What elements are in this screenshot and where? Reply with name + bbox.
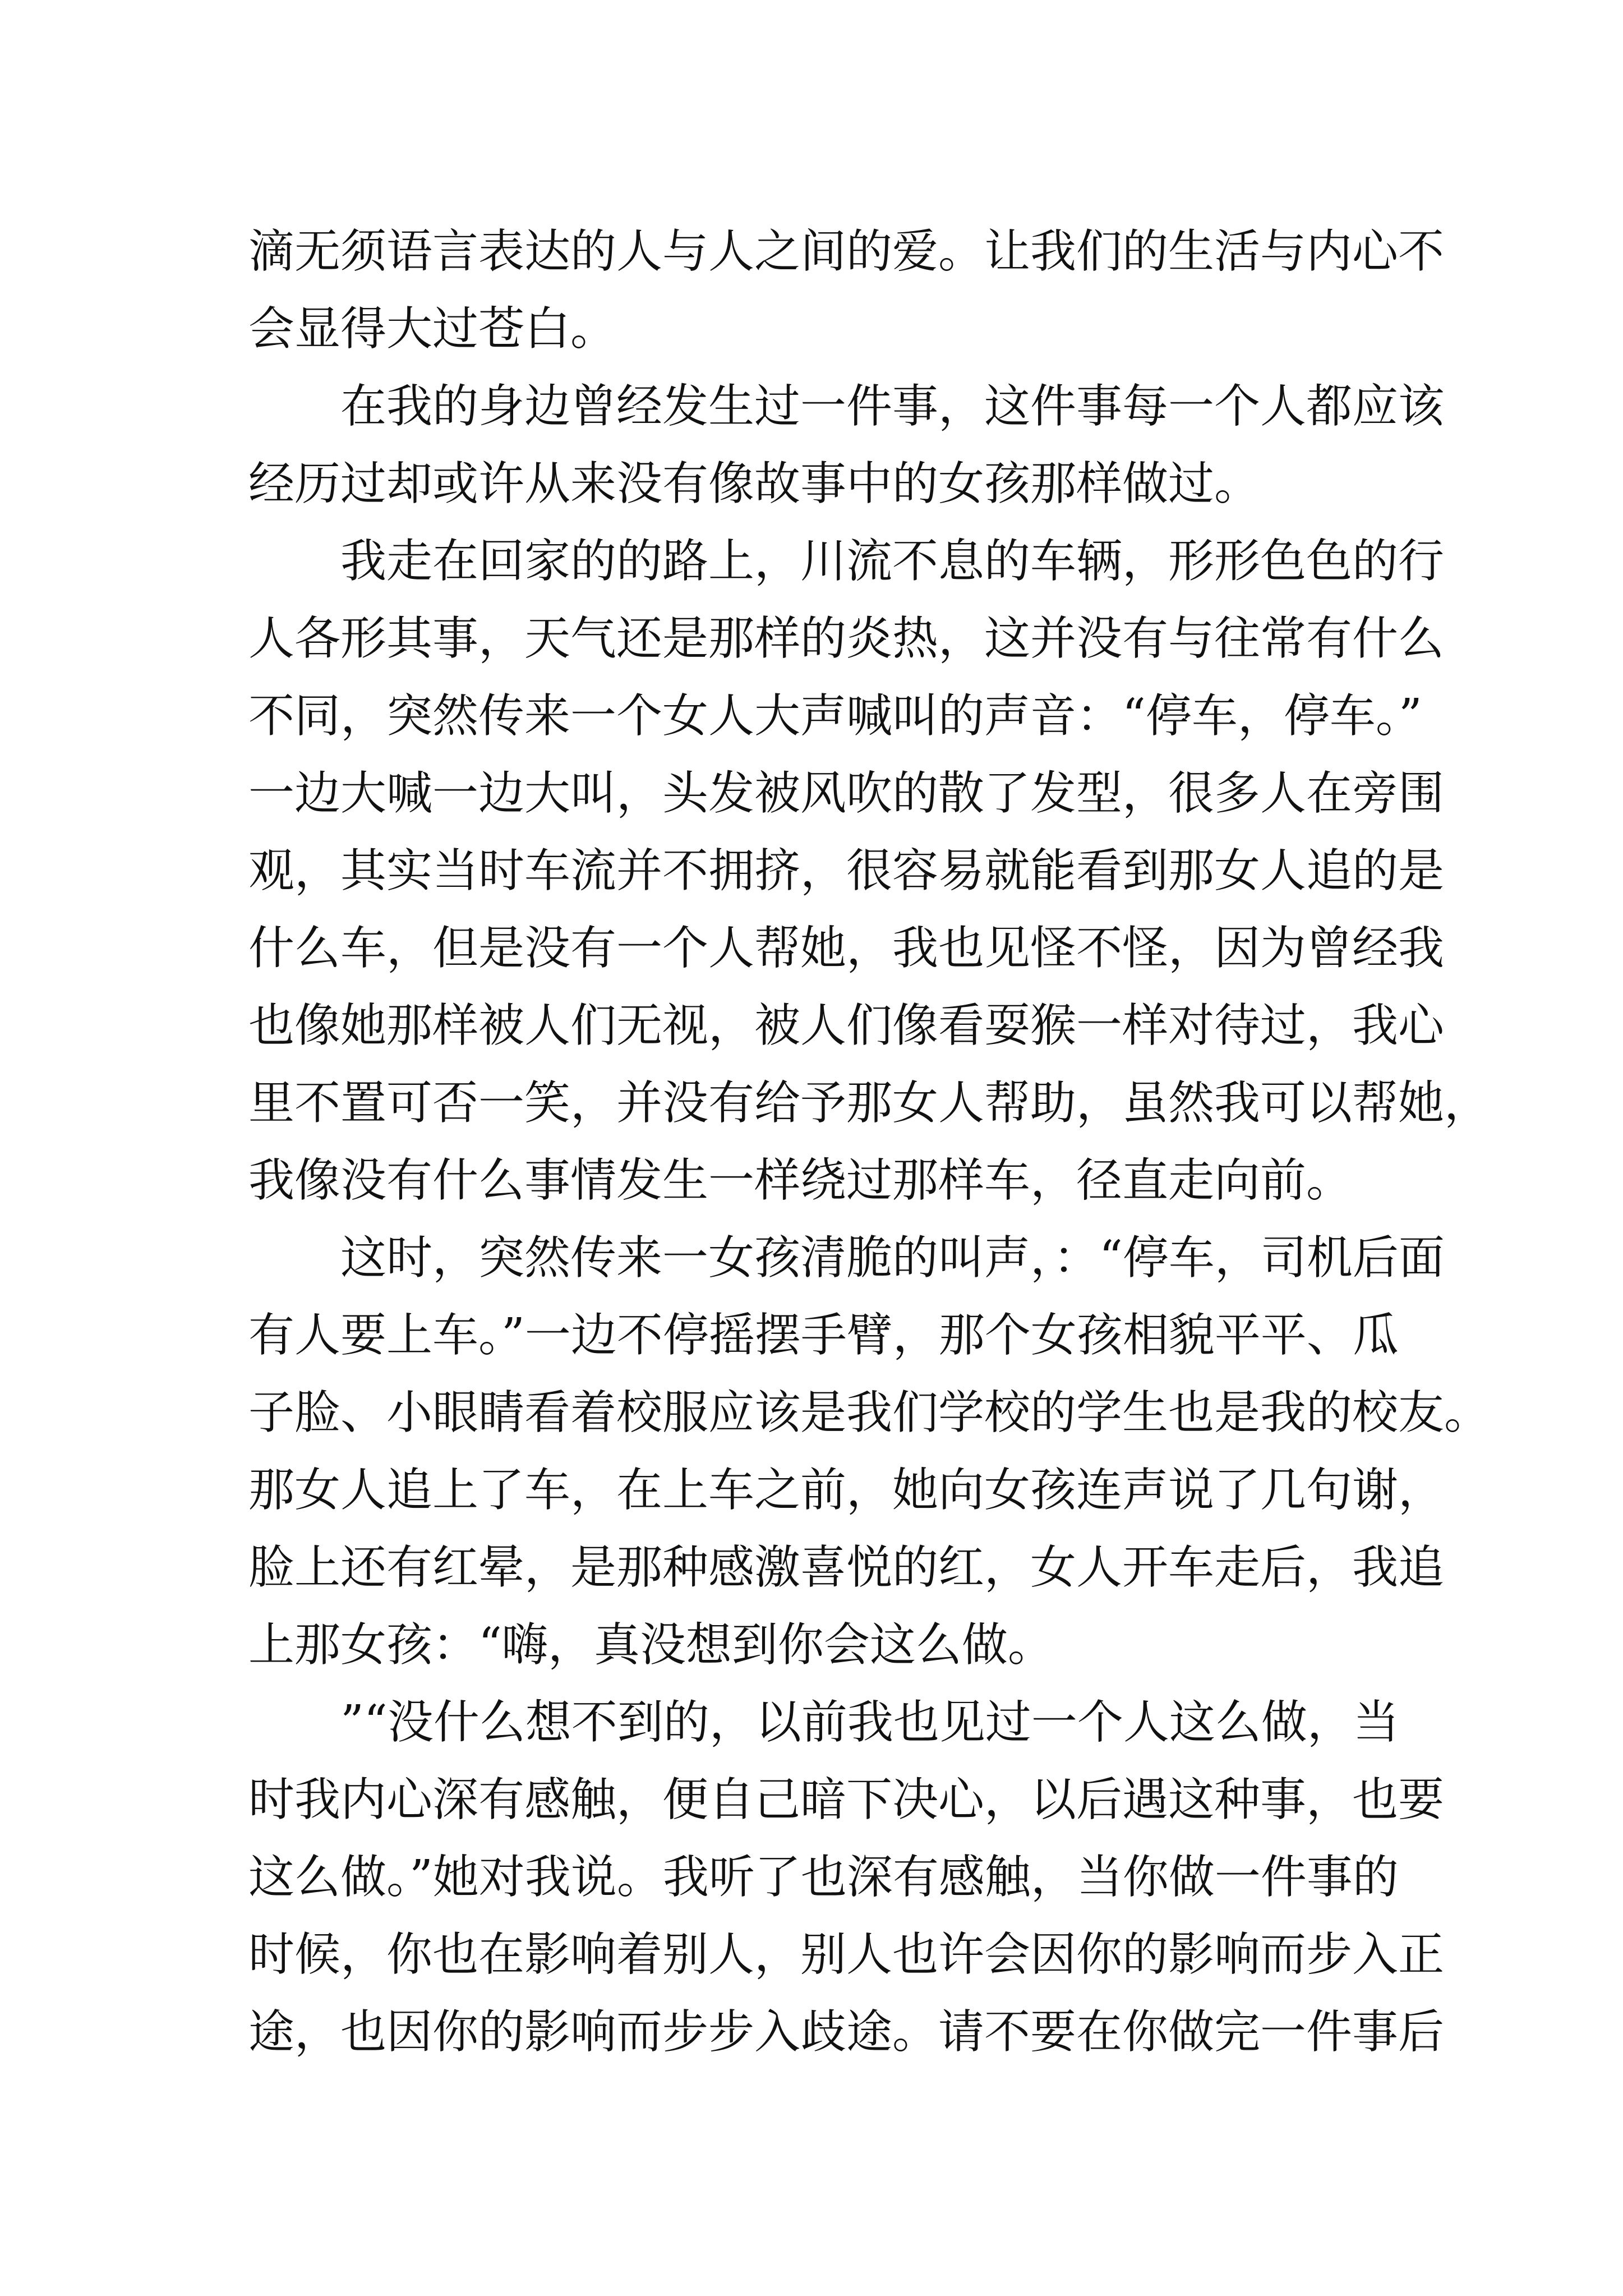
text-line: 经历过却或许从来没有像故事中的女孩那样做过。 <box>248 457 1261 510</box>
text-line: 在我的身边曾经发生过一件事，这件事每一个人都应该 <box>340 380 1445 433</box>
paragraph <box>248 523 1491 1220</box>
body-text <box>248 213 1491 2071</box>
paragraph <box>248 213 1445 368</box>
text-line: 人各形其事，天气还是那样的炎热，这并没有与往常有什么 <box>248 612 1445 665</box>
text-line: 上那女孩：“嗨，真没想到你会这么做。 <box>248 1618 1054 1672</box>
text-line: 什么车，但是没有一个人帮她，我也见怪不怪，因为曾经我 <box>248 922 1445 975</box>
text-line: 我走在回家的的路上，川流不息的车辆，形形色色的行 <box>340 535 1445 588</box>
paragraph <box>248 368 1445 523</box>
text-line: 这么做。”她对我说。我听了也深有感触，当你做一件事的 <box>248 1851 1399 1904</box>
text-line: 观，其实当时车流并不拥挤，很容易就能看到那女人追的是 <box>248 844 1445 898</box>
paragraph <box>248 1220 1491 1684</box>
text-line: 也像她那样被人们无视，被人们像看耍猴一样对待过，我心 <box>248 999 1445 1052</box>
text-line: 这时，突然传来一女孩清脆的叫声，：“停车，司机后面 <box>340 1231 1445 1285</box>
text-line: 不同，突然传来一个女人大声喊叫的声音：“停车，停车。” <box>248 689 1422 743</box>
text-line: 那女人追上了车，在上车之前，她向女孩连声说了几句谢， <box>248 1464 1445 1517</box>
text-line: 途，也因你的影响而步步入歧途。请不要在你做完一件事后 <box>248 2005 1445 2059</box>
text-line: 子脸、小眼睛看着校服应该是我们学校的学生也是我的校友。 <box>248 1386 1491 1439</box>
text-line: 会显得大过苍白。 <box>248 302 617 356</box>
text-line: 脸上还有红晕，是那种感激喜悦的红，女人开车走后，我追 <box>248 1541 1445 1594</box>
text-line: 时候，你也在影响着别人，别人也许会因你的影响而步入正 <box>248 1928 1445 1981</box>
text-line: 有人要上车。”一边不停摇摆手臂，那个女孩相貌平平、瓜 <box>248 1309 1399 1362</box>
text-line: 滴无须语言表达的人与人之间的爱。让我们的生活与内心不 <box>248 225 1445 278</box>
text-line: 时我内心深有感触，便自己暗下决心，以后遇这种事，也要 <box>248 1773 1445 1826</box>
text-line: 里不置可否一笑，并没有给予那女人帮助，虽然我可以帮她， <box>248 1076 1491 1130</box>
text-line: 一边大喊一边大叫，头发被风吹的散了发型，很多人在旁围 <box>248 767 1445 820</box>
text-line: ”“没什么想不到的，以前我也见过一个人这么做，当 <box>340 1696 1399 1749</box>
text-line: 我像没有什么事情发生一样绕过那样车，径直走向前。 <box>248 1154 1353 1207</box>
paragraph <box>248 1684 1445 2071</box>
